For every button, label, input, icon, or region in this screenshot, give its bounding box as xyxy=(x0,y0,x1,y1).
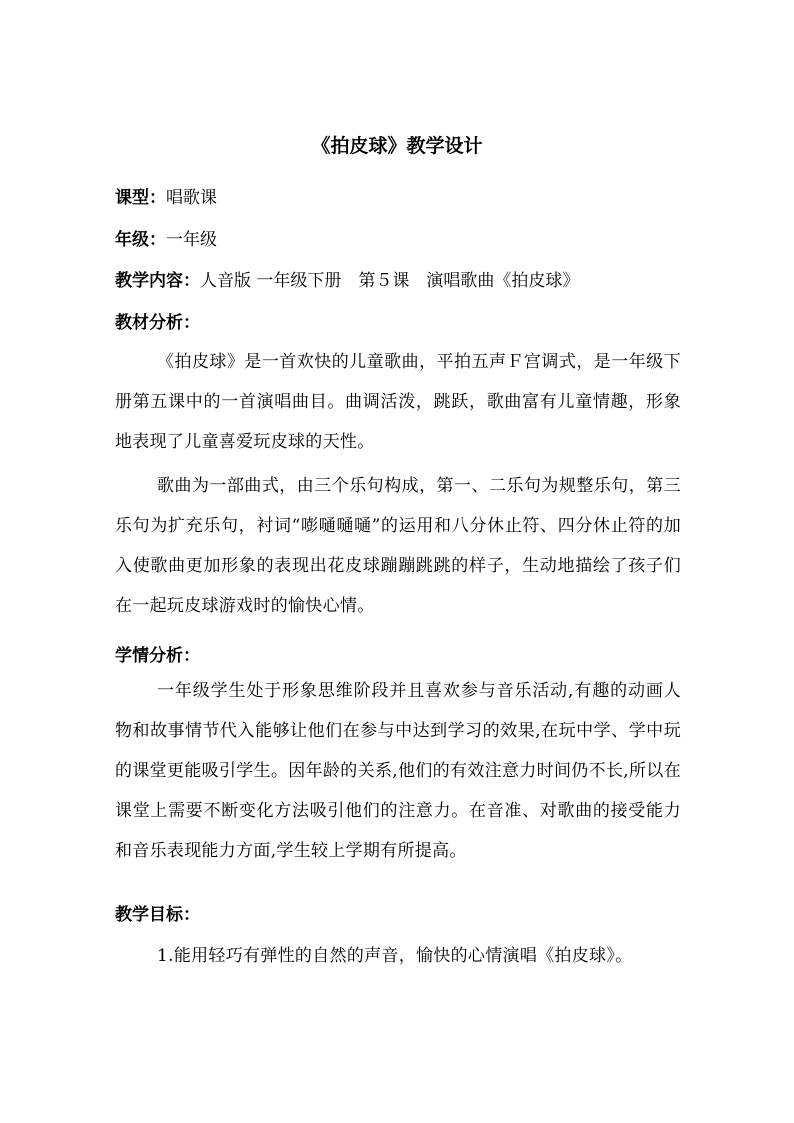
field-value: 一年级 xyxy=(166,230,217,250)
field-value: 唱歌课 xyxy=(166,188,217,208)
document-title: 《拍皮球》教学设计 xyxy=(311,135,483,157)
field-grade xyxy=(115,227,681,253)
field-lesson-type xyxy=(115,185,681,211)
section-heading-students: 学情分析： xyxy=(115,646,200,666)
field-label: 课型： xyxy=(115,188,166,208)
field-value: 人音版 一年级下册 第５课 演唱歌曲《拍皮球》 xyxy=(200,271,580,291)
material-paragraph-2: 歌曲为一部曲式，由三个乐句构成，第一、二乐句为规整乐句，第三乐句为扩充乐句，衬词“嘭嗵嗵嗵”的运用和八分休止符、四分休止符的加入使歌曲更加形象的表现出花皮球蹦蹦跳跳的样子，生动地描绘了孩子们在一起玩皮球游戏时的愉快心情。 xyxy=(115,476,681,616)
students-paragraph-1: 一年级学生处于形象思维阶段并且喜欢参与音乐活动,有趣的动画人物和故事情节代入能够让他们在参与中达到学习的效果,在玩中学、学中玩的课堂更能吸引学生。因年龄的关系,他们的有效注意力时间仍不长,所以在课堂上需要不断变化方法吸引他们的注意力。在音准、对歌曲的接受能力和音乐表现能力方面,学生较上学期有所提高。 xyxy=(115,681,681,861)
field-content xyxy=(115,268,681,294)
section-heading-material: 教材分析： xyxy=(115,313,200,333)
goal-item-1: 1.能用轻巧有弹性的自然的声音，愉快的心情演唱《拍皮球》。 xyxy=(157,946,633,966)
field-label: 教学内容： xyxy=(115,271,200,291)
material-paragraph-1: 《拍皮球》是一首欢快的儿童歌曲，平拍五声Ｆ宫调式，是一年级下册第五课中的一首演唱曲目。曲调活泼，跳跃，歌曲富有儿童情趣，形象地表现了儿童喜爱玩皮球的天性。 xyxy=(115,352,681,452)
field-label: 年级： xyxy=(115,230,166,250)
section-heading-goals: 教学目标： xyxy=(115,905,200,925)
